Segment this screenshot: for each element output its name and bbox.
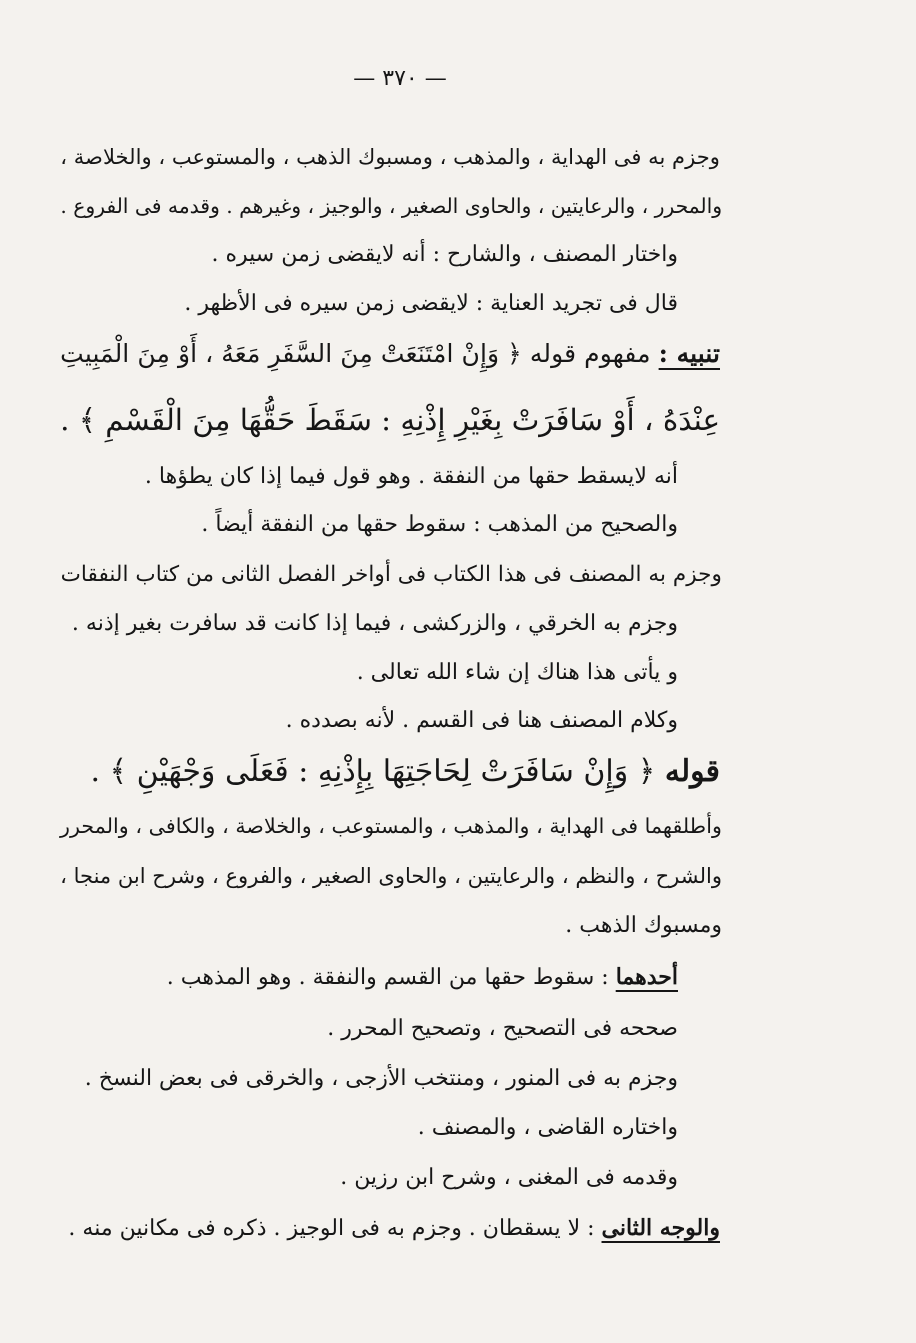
text-line [72,609,678,639]
quote-label: قوله [664,754,720,789]
text-line [565,911,722,941]
text-line [60,142,720,172]
line-text: وجزم به الخرقي ، والزركشى ، فيما إذا كانت قد سافرت بغير إذنه . [71,611,678,636]
line-text: : لا يسقطان . وجزم به فى الوجيز . ذكره فى مكانين منه . [68,1216,602,1241]
line-text: قال فى تجريد العناية : لايقضى زمن سيره فى الأظهر . [184,291,678,316]
text-line [286,706,678,736]
line-text: وجزم به فى المنور ، ومنتخب الأزجى ، والخرقى فى بعض النسخ . [84,1066,678,1091]
line-text: صححه فى التصحيح ، وتصحيح المحرر . [327,1016,678,1041]
line-text: واختار المصنف ، والشارح : أنه لايقضى زمن سيره . [211,242,678,267]
text-line [85,1064,678,1094]
text-line [145,462,678,492]
text-line [60,331,720,376]
line-text: وقدمه فى المغنى ، وشرح ابن رزين . [340,1165,678,1190]
text-line [184,289,678,319]
page-number: — ٣٧٠ — [353,66,447,91]
text-line [357,658,678,688]
text-line [60,191,722,221]
text-line [90,750,720,794]
line-text: و يأتى هذا هناك إن شاء الله تعالى . [356,660,678,685]
text-line [61,560,722,590]
text-line [340,1163,678,1193]
text-line [60,861,722,891]
text-line [60,398,720,442]
line-text: والشرح ، والنظم ، والرعايتين ، والحاوى الصغير ، والفروع ، وشرح ابن منجا ، [60,863,722,888]
line-text: : سقوط حقها من القسم والنفقة . وهو المذهب . [166,965,616,990]
line-text: مفهوم قوله ﴿ وَإِنْ امْتَنَعَتْ مِنَ السَّفَرِ مَعَهُ ، أَوْ مِنَ الْمَبِيتِ [60,339,659,368]
line-text: وأطلقهما فى الهداية ، والمذهب ، والمستوعب ، والخلاصة ، والكافى ، والمحرر [60,814,722,838]
line-text: والمحرر ، والرعايتين ، والحاوى الصغير ، والوجيز ، وغيرهم . وقدمه فى الفروع . [60,194,722,218]
line-text: وجزم به المصنف فى هذا الكتاب فى أواخر الفصل الثانى من كتاب النفقات [60,562,722,587]
line-text: عِنْدَهُ ، أَوْ سَافَرَتْ بِغَيْرِ إِذْنِهِ : سَقَطَ حَقُّهَا مِنَ الْقَسْمِ ﴾ . [60,403,720,437]
text-line [60,811,722,841]
line-text: أنه لايسقط حقها من النفقة . وهو قول فيما إذا كان يطؤها . [144,464,678,489]
line-text: ﴿ وَإِنْ سَافَرَتْ لِحَاجَتِهَا بِإِذْنِهِ : فَعَلَى وَجْهَيْنِ ﴾ . [90,754,665,789]
text-line [211,240,678,270]
line-text: وكلام المصنف هنا فى القسم . لأنه بصدده . [285,708,678,733]
first-view-label: أحدهما [615,964,678,990]
line-text: والصحيح من المذهب : سقوط حقها من النفقة أيضاً . [201,512,678,537]
second-view-label: والوجه الثانى [601,1215,720,1241]
text-line [167,962,678,993]
text-line [201,510,678,540]
text-line [418,1113,678,1143]
text-line [68,1213,720,1244]
line-text: واختاره القاضى ، والمصنف . [417,1115,678,1140]
note-label: تنبيه : [658,338,720,368]
text-line [327,1014,678,1044]
line-text: وجزم به فى الهداية ، والمذهب ، ومسبوك الذهب ، والمستوعب ، والخلاصة ، [60,144,720,169]
line-text: ومسبوك الذهب . [565,913,722,938]
